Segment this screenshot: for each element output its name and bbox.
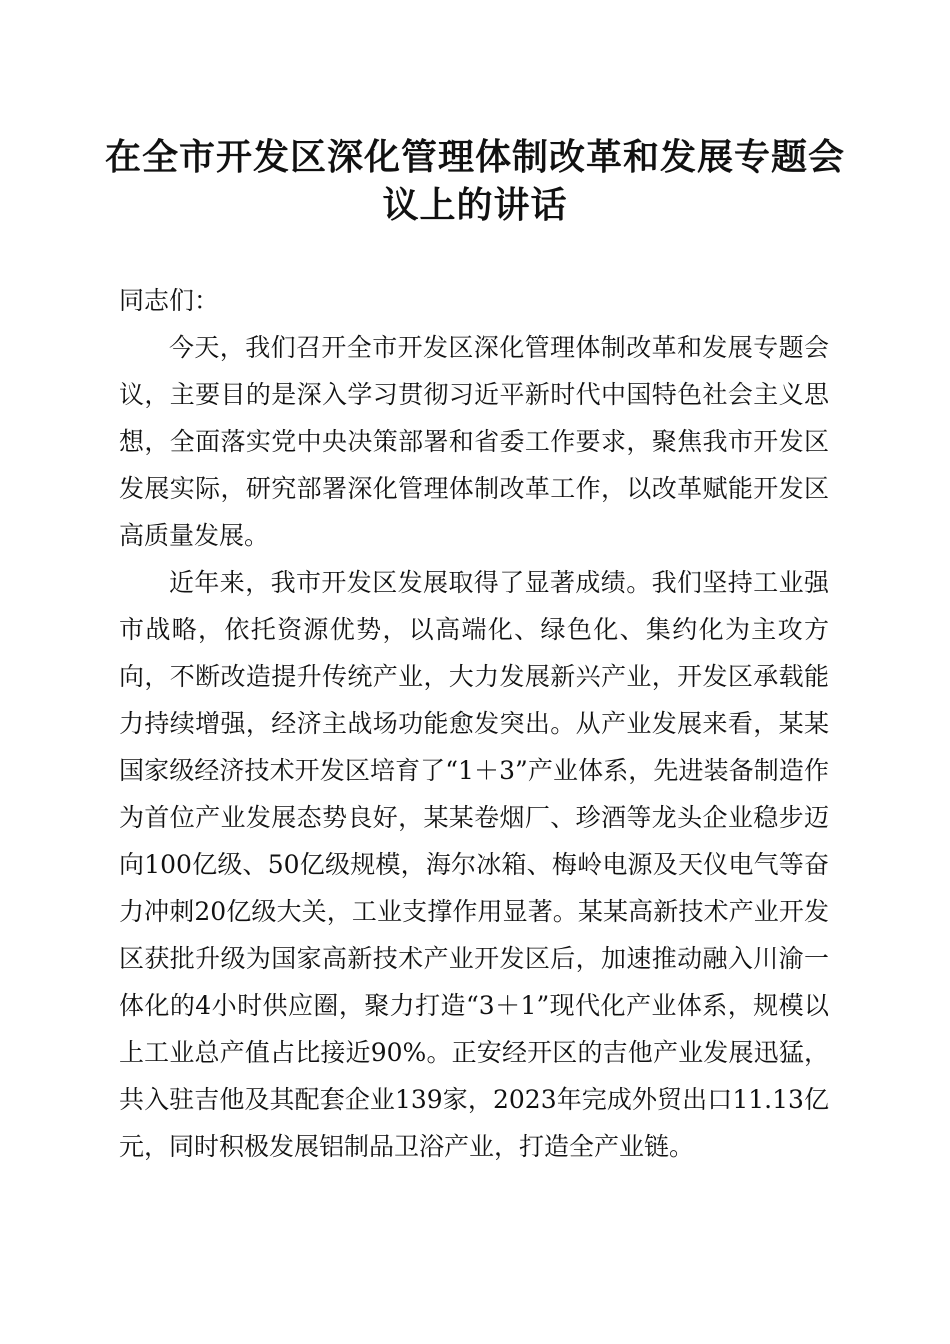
paragraph-intro: 今天，我们召开全市开发区深化管理体制改革和发展专题会议，主要目的是深入学习贯彻习近平新时代中国特色社会主义思想，全面落实党中央决策部署和省委工作要求，聚焦我市开发区发展实际，研究部署深化管理体制改革工作，以改革赋能开发区高质量发展。: [119, 333, 829, 550]
document-title: 在全市开发区深化管理体制改革和发展专题会议上的讲话: [104, 136, 845, 226]
paragraph-achievements: 近年来，我市开发区发展取得了显著成绩。我们坚持工业强市战略，依托资源优势，以高端化、绿色化、集约化为主攻方向，不断改造提升传统产业，大力发展新兴产业，开发区承载能力持续增强，经济主战场功能愈发突出。从产业发展来看，某某国家级经济技术开发区培育了“1＋3”产业体系，先进装备制造作为首位产业发展态势良好，某某卷烟厂、珍酒等龙头企业稳步迈向100亿级、50亿级规模，海尔冰箱、梅岭电源及天仪电气等奋力冲刺20亿级大关，工业支撑作用显著。某某高新技术产业开发区获批升级为国家高新技术产业开发区后，加速推动融入川渝一体化的4小时供应圈，聚力打造“3＋1”现代化产业体系，规模以上工业总产值占比接近90%。正安经开区的吉他产业发展迅猛，共入驻吉他及其配套企业139家，2023年完成外贸出口11.13亿元，同时积极发展铝制品卫浴产业，打造全产业链。: [119, 568, 829, 1161]
salutation: 同志们：: [119, 286, 220, 315]
document-body: [119, 277, 829, 1170]
